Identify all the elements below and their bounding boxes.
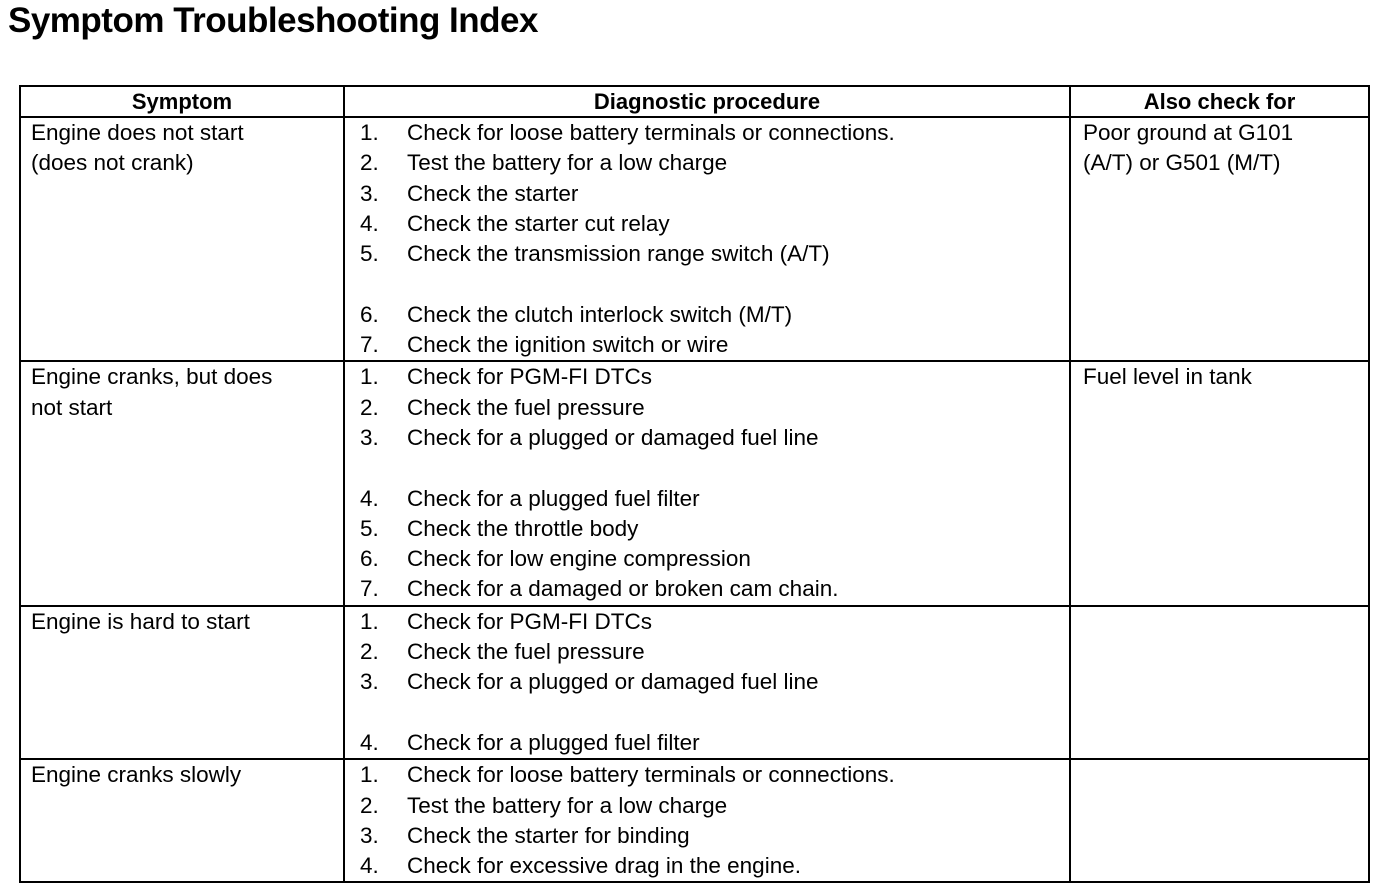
step-number: 2. bbox=[360, 792, 379, 818]
step-text: Check for a plugged or damaged fuel line bbox=[407, 669, 819, 695]
step-text: Check the starter cut relay bbox=[407, 210, 670, 236]
table-header-row bbox=[20, 86, 1369, 117]
step-text: Check the fuel pressure bbox=[407, 394, 645, 420]
step-number: 1. bbox=[360, 120, 379, 145]
procedure-cell bbox=[344, 606, 1070, 759]
table-row bbox=[20, 117, 1369, 361]
symptom-line: (does not crank) bbox=[31, 150, 194, 176]
step-number: 7. bbox=[360, 332, 379, 358]
step-number: 2. bbox=[360, 394, 379, 420]
step-number: 4. bbox=[360, 729, 379, 755]
procedure-step bbox=[360, 148, 1065, 178]
table-row bbox=[20, 759, 1369, 882]
step-number: 1. bbox=[360, 608, 379, 634]
step-text: Test the battery for a low charge bbox=[407, 150, 728, 176]
procedure-step bbox=[360, 239, 1065, 269]
step-text: Check the fuel pressure bbox=[407, 639, 645, 665]
procedure-step bbox=[360, 607, 1065, 637]
procedure-step bbox=[360, 728, 1065, 758]
procedure-step bbox=[360, 667, 1065, 697]
procedure-cell bbox=[344, 117, 1070, 361]
step-number: 3. bbox=[360, 669, 379, 695]
step-number: 5. bbox=[360, 515, 379, 541]
header-also-check-for: Also check for bbox=[1070, 86, 1369, 117]
step-text: Check the starter bbox=[407, 180, 579, 206]
symptom-cell bbox=[20, 759, 344, 882]
symptom-table bbox=[19, 85, 1370, 883]
step-text: Check the starter for binding bbox=[407, 822, 690, 848]
step-text: Check for PGM-FI DTCs bbox=[407, 608, 653, 634]
header-symptom: Symptom bbox=[20, 86, 344, 117]
procedure-step bbox=[360, 484, 1065, 514]
procedure-step bbox=[360, 330, 1065, 360]
step-text: Check for a damaged or broken cam chain. bbox=[407, 576, 839, 602]
procedure-step bbox=[360, 209, 1065, 239]
procedure-step bbox=[360, 760, 1065, 790]
also-check-line: (A/T) or G501 (M/T) bbox=[1083, 150, 1281, 176]
step-text: Check the ignition switch or wire bbox=[407, 332, 729, 358]
symptom-cell bbox=[20, 606, 344, 759]
procedure-step bbox=[360, 393, 1065, 423]
procedure-step bbox=[360, 179, 1065, 209]
step-number: 1. bbox=[360, 762, 379, 788]
step-number: 5. bbox=[360, 241, 379, 267]
also-check-cell bbox=[1070, 606, 1369, 759]
procedure-cell bbox=[344, 759, 1070, 882]
step-text: Check for a plugged or damaged fuel line bbox=[407, 424, 819, 450]
procedure-step bbox=[360, 514, 1065, 544]
also-check-cell bbox=[1070, 117, 1369, 361]
step-number: 4. bbox=[360, 210, 379, 236]
procedure-step bbox=[360, 544, 1065, 574]
step-number: 7. bbox=[360, 576, 379, 602]
also-check-cell bbox=[1070, 361, 1369, 605]
procedure-step bbox=[360, 821, 1065, 851]
procedure-step bbox=[360, 300, 1065, 330]
procedure-step bbox=[360, 851, 1065, 881]
step-text: Check for a plugged fuel filter bbox=[407, 729, 700, 755]
step-number: 4. bbox=[360, 853, 379, 879]
step-text: Check for low engine compression bbox=[407, 546, 751, 572]
step-number: 3. bbox=[360, 424, 379, 450]
table-row bbox=[20, 606, 1369, 759]
step-text: Check for a plugged fuel filter bbox=[407, 485, 700, 511]
step-text: Test the battery for a low charge bbox=[407, 792, 728, 818]
step-text: Check the throttle body bbox=[407, 515, 639, 541]
procedure-step bbox=[360, 574, 1065, 604]
procedure-cell bbox=[344, 361, 1070, 605]
step-text: Check for loose battery terminals or connections. bbox=[407, 762, 895, 788]
symptom-line: Engine is hard to start bbox=[31, 608, 250, 634]
procedure-step bbox=[360, 362, 1065, 392]
step-number: 3. bbox=[360, 180, 379, 206]
header-diagnostic-procedure: Diagnostic procedure bbox=[344, 86, 1070, 117]
step-number: 3. bbox=[360, 822, 379, 848]
symptom-cell bbox=[20, 117, 344, 361]
step-number: 6. bbox=[360, 546, 379, 572]
procedure-step bbox=[360, 791, 1065, 821]
step-text: Check for PGM-FI DTCs bbox=[407, 364, 653, 390]
step-number: 1. bbox=[360, 364, 379, 390]
symptom-line: Engine does not start bbox=[31, 120, 244, 145]
step-text: Check for loose battery terminals or connections. bbox=[407, 120, 895, 145]
step-number: 4. bbox=[360, 485, 379, 511]
step-number: 2. bbox=[360, 639, 379, 665]
also-check-line: Poor ground at G101 bbox=[1083, 120, 1294, 145]
procedure-step bbox=[360, 637, 1065, 667]
step-number: 2. bbox=[360, 150, 379, 176]
procedure-step bbox=[360, 423, 1065, 453]
symptom-line: not start bbox=[31, 394, 113, 420]
also-check-line: Fuel level in tank bbox=[1083, 364, 1252, 390]
step-text: Check the transmission range switch (A/T) bbox=[407, 241, 830, 267]
also-check-cell bbox=[1070, 759, 1369, 882]
page-title: Symptom Troubleshooting Index bbox=[8, 1, 538, 40]
symptom-cell bbox=[20, 361, 344, 605]
step-text: Check for excessive drag in the engine. bbox=[407, 853, 801, 879]
symptom-line: Engine cranks slowly bbox=[31, 762, 242, 788]
table-row bbox=[20, 361, 1369, 605]
procedure-step bbox=[360, 118, 1065, 148]
step-number: 6. bbox=[360, 301, 379, 327]
symptom-line: Engine cranks, but does bbox=[31, 364, 273, 390]
step-text: Check the clutch interlock switch (M/T) bbox=[407, 301, 793, 327]
